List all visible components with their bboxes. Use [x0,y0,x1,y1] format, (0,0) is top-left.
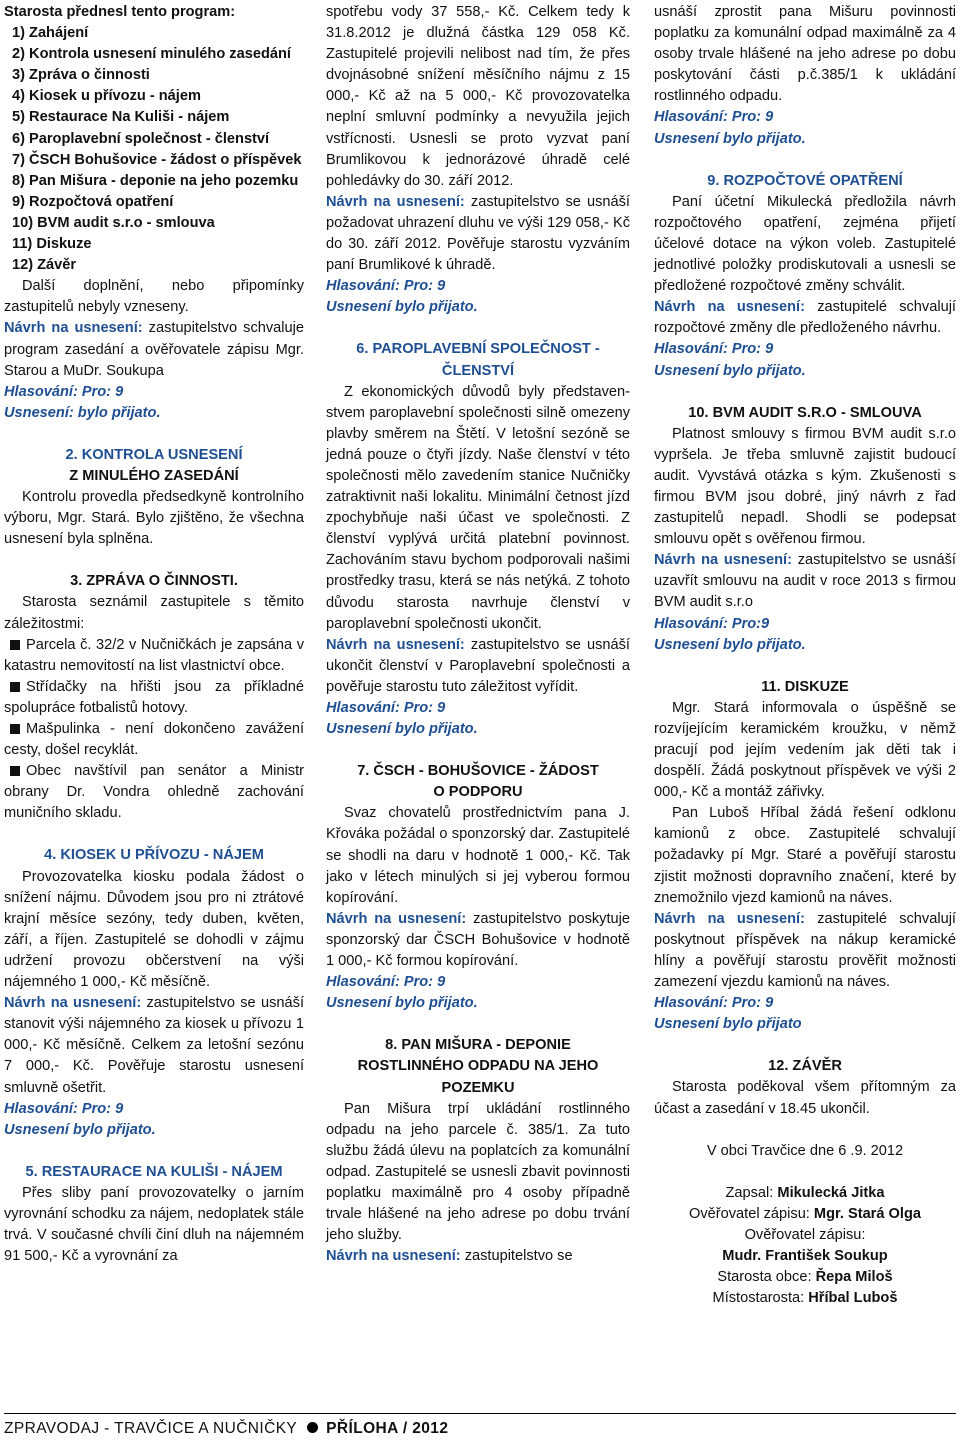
column-1 [4,2,304,1267]
section-text: Platnost smlouvy s firmou BVM audit s.r.o vypršela. Je třeba smluvně zajistit budoucí audit. Vyvstává otázka s kým. Zkušenosti s firmou BVM jsou dobré, jiný návrh z řad zastupitelů nepadl. Shodli se podepsat smlouvu opět s ověřenou firmou. [654,425,956,548]
section-heading: 2. KONTROLA USNESENÍ [65,446,243,463]
signature-verifier-2-label: Ověřovatel zápisu: [744,1226,866,1243]
resolution-proposal: Návrh na usnesení: zastupitelstvo schvaluje program zasedání a ověřovatele zápisu Mgr. Starou a MuDr. Soukupa [4,320,304,379]
section-heading: 9. ROZPOČTOVÉ OPATŘENÍ [707,172,903,189]
vote-result: Hlasování: Pro: 9 [654,109,774,126]
proposal-label: Návrh na usnesení: [326,1248,461,1265]
vote-result: Hlasování: Pro:9 [654,615,770,632]
section-heading: 8. PAN MIŠURA - DEPONIE [385,1037,571,1054]
vote-result: Hlasování: Pro: 9 [654,995,774,1012]
section-text: Pan Mišura trpí ukládání rostlinného odpadu na jeho parcele č. 385/1. Za tuto službu žádá úlevu na poplatcích za komunální odpad. Zastupitelé se usnesli zbavit povinnosti poplatku maximálně pro 4 osoby případně trvale hlášené na jeho adrese po dobu trvání jeho služby. [326,1100,630,1244]
place-date: V obci Travčice dne 6 .9. 2012 [706,1142,904,1159]
program-item: 10) BVM audit s.r.o - smlouva [12,214,215,231]
program-item: 8) Pan Mišura - deponie na jeho pozemku [12,172,299,189]
program-item: 9) Rozpočtová opatření [12,193,174,210]
section-heading: 12. ZÁVĚR [768,1058,842,1075]
square-bullet-icon [10,724,20,734]
section-text: Z ekonomických důvodů byly představenstvem paroplavební společnosti silně omezeny plavby směrem na Štětí. V letošní sezóně se jedná pouze o čtyři jízdy. Naše členství v této společnosti mělo zavedením stanice Nučničky zatraktivnit naši lokalitu. Minimální četnost jízd zpochybňuje naši účast ve společnosti. Z členství vyplývá určitá platební povinnost. Zachováním stavu bychom podporovali našimi prostředky trasu, která se nás netýká. Z tohoto důvodu starosta navrhuje členství v paroplavební společnosti ukončit. [326,383,630,632]
program-item: 7) ČSCH Bohušovice - žádost o příspěvek [12,151,302,168]
bullet-item: Obec navštívil pan senátor a Ministr obrany Dr. Vondra ohledně zachování muničního skladu. [4,763,304,822]
column-3 [654,2,956,1309]
proposal-label: Návrh na usnesení: [4,995,142,1012]
signature-verifier-2: Mudr. František Soukup [722,1247,888,1264]
section-text: usnáší zprostit pana Mišuru povinnosti poplatku za komunální odpad maximálně za 4 osoby trvale hlášené na jeho adrese po dobu poskytování části p.č.385/1 k ukládání rostlinného odpadu. [654,4,956,105]
section-text: Mgr. Stará informovala o úspěšně se rozvíjejícím keramickém kroužku, v němž pracují pod jejím vedením jak děti tak i dospělí. Žádá poskytnout příspěvek ve výši 2 000,- Kč a montáž zářivky. [654,699,956,801]
square-bullet-icon [10,682,20,692]
program-list [4,23,304,276]
resolution-proposal: Návrh na usnesení: zastupitelé schvalují rozpočtové změny dle předloženého návrhu. [654,299,956,337]
section-heading: ROSTLINNÉHO ODPADU NA JEHO [357,1058,599,1075]
square-bullet-icon [10,766,20,776]
resolution-status: Usnesení bylo přijato. [326,299,478,316]
program-item: 5) Restaurace Na Kuliši - nájem [12,109,230,126]
section-heading: Z MINULÉHO ZASEDÁNÍ [69,467,239,484]
signature-recorder: Zapsal: Mikulecká Jitka [725,1184,885,1201]
section-text: spotřebu vody 37 558,- Kč. Celkem tedy k 31.8.2012 je dlužná částka 129 058 Kč. Zastupitelé projevili nelibost nad tím, že přes dvojnásobné snížení měsíčního nájmu z 15 000,- Kč až na 5 000,- Kč provozovatelka neplní smluvní podmínky a nevyužila jejich vstřícnosti. Usnesli se proto vyzvat paní Brumlikovou k jednorázové úhradě celé pohledávky do 30. září 2012. [326,4,630,189]
section-heading: 4. KIOSEK U PŘÍVOZU - NÁJEM [44,847,264,864]
resolution-status: Usnesení bylo přijato. [326,721,478,738]
section-heading: 7. ČSCH - BOHUŠOVICE - ŽÁDOST [357,763,599,780]
resolution-status: Usnesení bylo přijato. [326,995,478,1012]
section-text: Pan Luboš Hříbal žádá řešení odklonu kamionů z obce. Zastupitelé schvalují požadavky pí Mgr. Staré a pověřují starostu zjistit možnosti dopravního značení, které by znemožnilo vjezd kamionů na náves. [654,805,956,906]
section-heading: POZEMKU [441,1079,515,1096]
resolution-status: Usnesení: bylo přijato. [4,404,161,421]
column-2 [326,2,630,1267]
vote-result: Hlasování: Pro: 9 [326,278,446,295]
vote-result: Hlasování: Pro: 9 [326,700,446,716]
program-item: 3) Zpráva o činnosti [12,67,150,84]
program-item: 1) Zahájení [12,25,89,42]
proposal-label: Návrh na usnesení: [654,910,805,927]
resolution-proposal: Návrh na usnesení: zastupitelstvo se usnáší požadovat uhrazení dluhu ve výši 129 058,- Kč do 30. září 2012. Pověřuje starostu vyzváním paní Brumlikové k úhradě. [326,193,630,274]
program-item: 4) Kiosek u přívozu - nájem [12,88,201,105]
program-intro: Starosta přednesl tento program: [4,4,236,20]
page-footer [4,1413,956,1445]
proposal-label: Návrh na usnesení: [654,552,792,569]
bullet-item: Mašpulinka - není dokončeno zavážení cesty, došel recyklát. [4,721,304,759]
bullet-dot-icon [307,1422,318,1433]
resolution-status: Usnesení bylo přijato. [654,636,806,653]
section-text: Paní účetní Mikulecká předložila návrh rozpočtového opatření, zejména přijetí účelové dotace na výkon voleb. Zastupitelé jednotlivé položky prodiskutovali a usnesli se předložené rozpočtové změny schválit. [654,193,956,295]
resolution-proposal: Návrh na usnesení: zastupitelstvo se usnáší ukončit členství v Paroplavební společnosti a pověřuje starostu tuto záležitost vyřídit. [326,636,630,695]
section-text: Další doplnění, nebo připomínky zastupitelů nebyly vzneseny. [4,278,304,316]
program-item: 6) Paroplavební společnost - členství [12,130,270,147]
section-text: Starosta seznámil zastupitele s těmito záležitostmi: [4,594,304,632]
bullet-item: Střídačky na hřišti jsou za příkladné spolupráce fotbalistů hotovy. [4,678,304,716]
section-heading: 6. PAROPLAVEBNÍ SPOLEČNOST - [356,341,600,358]
footer-publication: ZPRAVODAJ - TRAVČICE A NUČNIČKY [4,1420,298,1437]
vote-result: Hlasování: Pro: 9 [654,341,774,358]
vote-result: Hlasování: Pro: 9 [4,1100,124,1117]
section-heading: 10. BVM AUDIT S.R.O - SMLOUVA [688,404,922,421]
proposal-label: Návrh na usnesení: [654,299,805,316]
section-text: Svaz chovatelů prostřednictvím pana J. Křováka požádal o sponzorský dar. Zastupitelé se shodli na daru v hodnotě 1 000,- Kč. Tak jako v létech minulých si jej vyberou formou kopírování. [326,805,630,906]
section-text: Kontrolu provedla předsedkyně kontrolního výboru, Mgr. Stará. Bylo zjištěno, že všechna usnesení byla splněna. [4,489,304,548]
resolution-proposal: Návrh na usnesení: zastupitelstvo se usnáší uzavřít smlouvu na audit v roce 2013 s firmou BVM audit s.r.o [654,552,956,611]
section-text: Starosta poděkoval všem přítomným za účast a zasedání v 18.45 ukončil. [654,1079,956,1117]
section-heading: ČLENSTVÍ [441,362,515,379]
resolution-status: Usnesení bylo přijato. [4,1121,156,1138]
section-heading: 5. RESTAURACE NA KULIŠI - NÁJEM [25,1163,283,1180]
resolution-proposal: Návrh na usnesení: zastupitelé schvalují poskytnout příspěvek na nákup keramické hlíny a pověřují starostu prověřit možnosti zamezení vjezdu kamionů na náves. [654,910,956,991]
proposal-label: Návrh na usnesení: [326,910,467,927]
signature-verifier-1: Ověřovatel zápisu: Mgr. Stará Olga [689,1205,921,1222]
program-item: 2) Kontrola usnesení minulého zasedání [12,46,291,63]
section-text: Přes sliby paní provozovatelky o jarním vyrovnání schodku za nájem, nedoplatek stále trvá. V současné chvíli činí dluh na nájemném 91 500,- Kč a vyrovnání za [4,1184,304,1265]
resolution-status: Usnesení bylo přijato [654,1016,802,1033]
proposal-label: Návrh na usnesení: [326,193,465,210]
resolution-status: Usnesení bylo přijato. [654,130,806,147]
bullet-item: Parcela č. 32/2 v Nučničkách je zapsána v katastru nemovitostí na list vlastnictví obce. [4,636,304,674]
section-heading: 3. ZPRÁVA O ČINNOSTI. [70,573,238,590]
footer-issue: PŘÍLOHA / 2012 [326,1420,449,1437]
signature-vicemayor: Místostarosta: Hříbal Luboš [712,1290,898,1307]
section-heading: O PODPORU [433,784,523,801]
resolution-proposal: Návrh na usnesení: zastupitelstvo poskytuje sponzorský dar ČSCH Bohušovice v hodnotě 1 000,- Kč formou kopírování. [326,910,630,970]
program-item: 12) Závěr [12,257,77,274]
resolution-proposal: Návrh na usnesení: zastupitelstvo se [326,1248,573,1265]
section-heading: 11. DISKUZE [761,678,849,695]
proposal-label: Návrh na usnesení: [4,320,143,337]
resolution-proposal: Návrh na usnesení: zastupitelstvo se usnáší stanovit výši nájemného za kiosek u přívozu 1 000,- Kč měsíčně. Celkem za letošní sezónu 7 000,- Kč. Pověřuje starostu usnesení smluvně ošetřit. [4,995,304,1096]
vote-result: Hlasování: Pro: 9 [326,974,446,991]
proposal-label: Návrh na usnesení: [326,636,465,653]
vote-result: Hlasování: Pro: 9 [4,383,124,400]
resolution-status: Usnesení bylo přijato. [654,362,806,379]
signature-mayor: Starosta obce: Řepa Miloš [717,1269,893,1286]
section-text: Provozovatelka kiosku podala žádost o snížení nájmu. Důvodem jsou pro ni ztrátové krajní měsíce sezóny, tedy duben, květen, září, a říjen. Zastupitelé se dohodli v zájmu udržení provozu občerstvení na výši nájemného 1 000,- Kč měsíčně. [4,868,304,991]
square-bullet-icon [10,640,20,650]
program-item: 11) Diskuze [12,236,92,253]
